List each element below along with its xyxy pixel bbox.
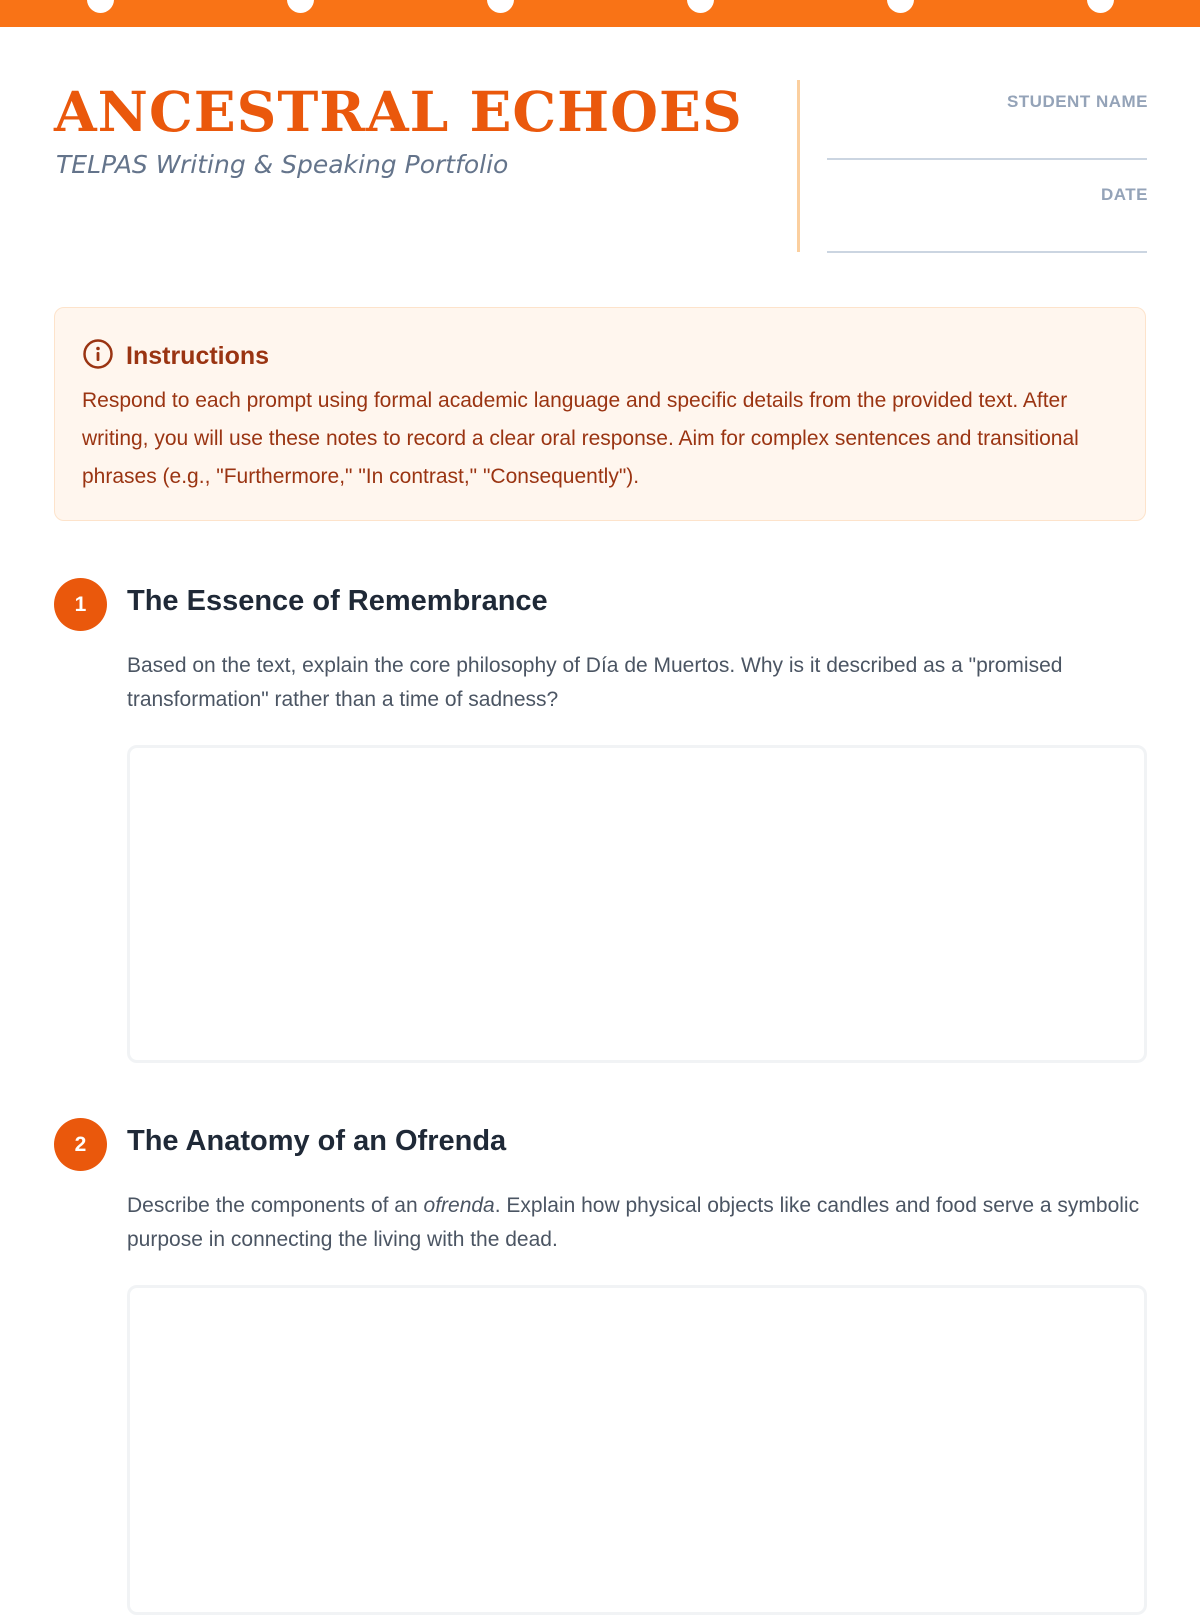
student-name-label: STUDENT NAME <box>1006 92 1148 111</box>
answer-box[interactable] <box>127 745 1147 1063</box>
header-divider <box>797 80 800 252</box>
instructions-body: Respond to each prompt using formal academic language and specific details from the provided text. After writing, you will use these notes to record a clear oral response. Aim for complex sentences and transitional phrases (e.g., "Furthermore," "In contrast," "Consequently"). <box>82 389 1079 488</box>
top-banner <box>0 0 1200 27</box>
prompt-text: . Explain how physical objects like candles and food serve a symbolic purpose in connecting the living with the dead. <box>127 1194 1140 1251</box>
binder-hole <box>487 0 514 13</box>
page-title: ANCESTRAL ECHOES <box>54 79 743 144</box>
instructions-header <box>82 338 1119 374</box>
answer-box[interactable] <box>127 1285 1147 1615</box>
date-field[interactable] <box>827 251 1147 253</box>
date-label: DATE <box>1100 185 1148 204</box>
instructions-panel <box>54 307 1146 521</box>
info-icon <box>82 338 114 374</box>
question-title: The Anatomy of an Ofrenda <box>127 1125 507 1157</box>
question-number-badge: 2 <box>54 1118 107 1171</box>
page-subtitle: TELPAS Writing & Speaking Portfolio <box>56 150 509 179</box>
binder-hole <box>87 0 114 13</box>
question-prompt <box>127 1189 1147 1257</box>
prompt-text: Describe the components of an <box>127 1194 424 1217</box>
binder-hole <box>887 0 914 13</box>
binder-hole <box>287 0 314 13</box>
binder-hole <box>1087 0 1114 13</box>
question-title: The Essence of Remembrance <box>127 585 548 617</box>
instructions-title: Instructions <box>126 341 270 370</box>
question-prompt: Based on the text, explain the core philosophy of Día de Muertos. Why is it described as a "promised transformation" rather than a time of sadness? <box>127 654 1063 711</box>
binder-hole <box>687 0 714 13</box>
student-name-field[interactable] <box>827 158 1147 160</box>
prompt-emphasis: ofrenda <box>423 1194 495 1217</box>
question-number-badge: 1 <box>54 578 107 631</box>
